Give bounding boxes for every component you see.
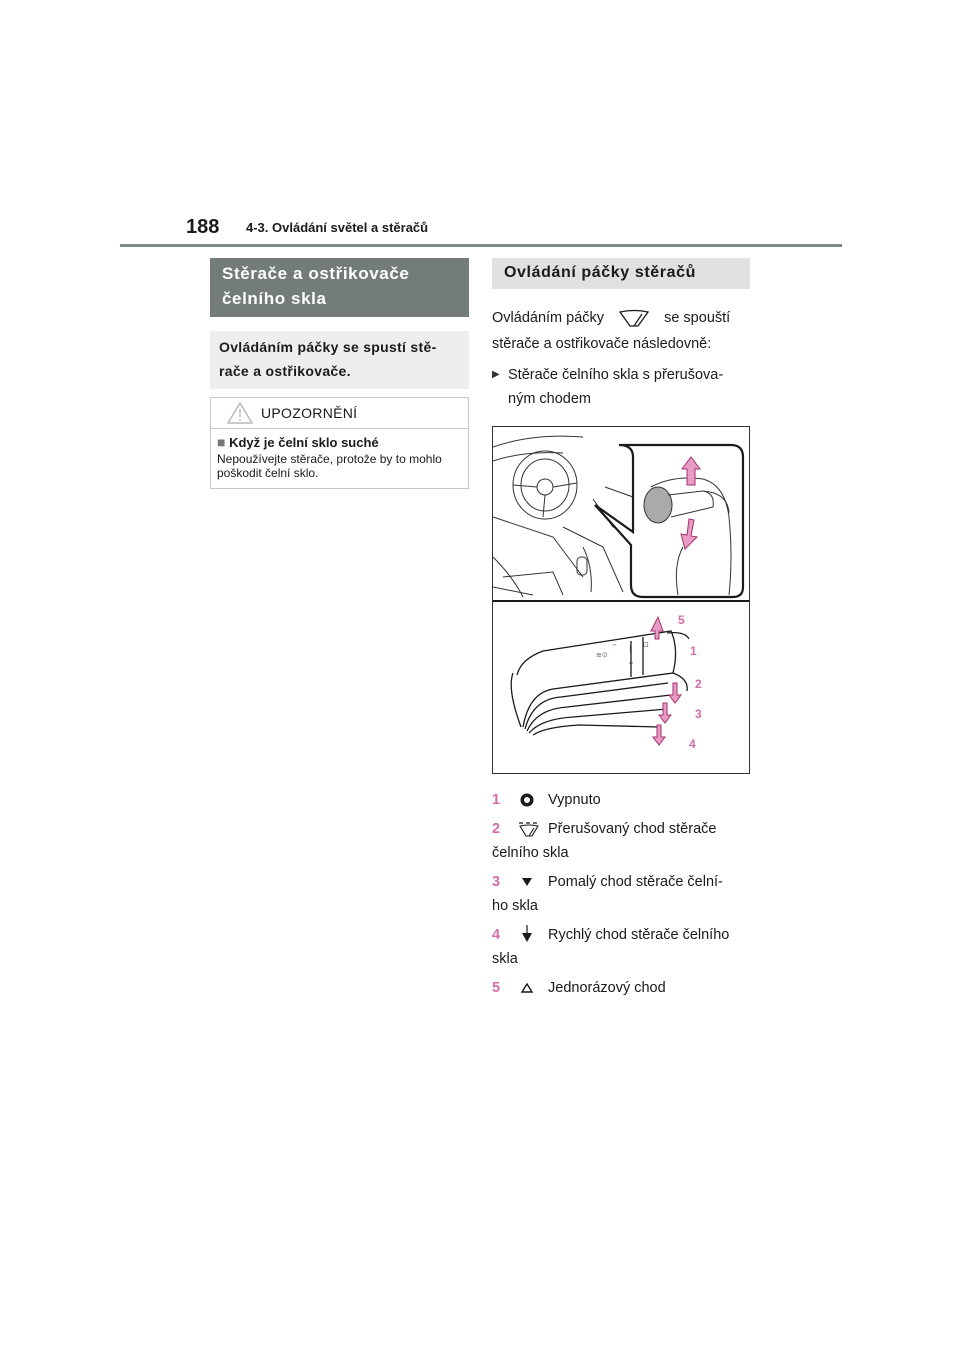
intro-part-a: Ovládáním páčky xyxy=(492,310,605,326)
list-item xyxy=(492,870,750,918)
item-text: Pomalý chod stěrače čelní- xyxy=(548,874,723,890)
item-text: Rychlý chod stěrače čelního xyxy=(548,927,730,943)
intermittent-wiper-icon xyxy=(518,821,540,837)
list-item xyxy=(492,817,750,865)
warning-text: Nepoužívejte stěrače, protože by to mohlo poškodit čelní sklo. xyxy=(217,452,442,480)
square-bullet-icon: ■ xyxy=(217,434,226,450)
header-rule xyxy=(120,244,842,247)
bullet-arrow-icon: ▶ xyxy=(492,369,500,380)
item-text: Přerušovaný chod stěrače xyxy=(548,821,717,837)
position-list xyxy=(492,788,750,1000)
bullet-intermittent xyxy=(492,363,750,411)
double-triangle-down-icon xyxy=(518,925,540,945)
figure-label-3: 3 xyxy=(695,707,702,721)
svg-text:⌔: ⌔ xyxy=(611,643,618,651)
single-triangle-down-icon xyxy=(518,874,540,890)
warning-header xyxy=(211,398,468,429)
figure-label-2: 2 xyxy=(695,677,702,691)
lever-down-arrow-2-icon xyxy=(659,703,671,723)
intro-part-b: se spouští stěrače a ostřikovače následovně: xyxy=(492,310,731,352)
item-text: Vypnuto xyxy=(548,792,601,808)
lead-text: Ovládáním páčky se spustí stě-rače a ostřikovače. xyxy=(210,331,469,389)
item-number: 5 xyxy=(492,980,501,996)
item-number: 4 xyxy=(492,927,501,943)
figure-label-5: 5 xyxy=(678,613,685,627)
section-heading-wipers: Stěrače a ostřikovače čelního skla xyxy=(210,258,469,317)
item-number: 2 xyxy=(492,821,501,837)
cockpit-illustration xyxy=(493,436,643,597)
item-text: Jednorázový chod xyxy=(548,980,666,996)
svg-text:⊡: ⊡ xyxy=(643,641,649,649)
item-number: 3 xyxy=(492,874,501,890)
figure-label-4: 4 xyxy=(689,737,696,751)
off-circle-icon xyxy=(518,792,540,808)
intro-text xyxy=(492,305,750,357)
section-title: 4-3. Ovládání světel a stěračů xyxy=(246,220,429,235)
item-text-continued: čelního skla xyxy=(492,845,569,861)
lever-down-arrow-3-icon xyxy=(653,725,665,745)
lever-down-arrow-1-icon xyxy=(669,683,681,703)
warning-subtitle-row xyxy=(217,433,462,452)
svg-text:|: | xyxy=(629,645,632,653)
svg-text:≡⊙: ≡⊙ xyxy=(596,651,608,659)
list-item xyxy=(492,976,750,1000)
mist-up-icon xyxy=(518,980,540,996)
item-text-continued: ho skla xyxy=(492,898,538,914)
zoom-callout-frame xyxy=(595,445,743,597)
warning-subtitle: Když je čelní sklo suché xyxy=(229,435,379,450)
section-heading-lever: Ovládání páčky stěračů xyxy=(492,258,750,289)
right-column xyxy=(492,258,750,1005)
bullet-text: Stěrače čelního skla s přerušova-ným chodem xyxy=(508,367,724,407)
warning-title: UPOZORNĚNÍ xyxy=(261,405,358,421)
warning-triangle-icon xyxy=(227,402,253,424)
figure-label-1: 1 xyxy=(690,644,697,658)
lever-markings xyxy=(596,641,649,665)
warning-box xyxy=(210,397,469,489)
item-number: 1 xyxy=(492,792,501,808)
front-wiper-icon xyxy=(616,308,652,328)
page-number: 188 xyxy=(186,216,220,238)
wiper-lever-figure xyxy=(492,426,750,774)
list-item xyxy=(492,788,750,812)
left-column xyxy=(210,258,469,489)
list-item xyxy=(492,923,750,971)
item-text-continued: skla xyxy=(492,951,518,967)
lever-up-arrow-icon xyxy=(651,617,663,639)
wiper-lever-illustration xyxy=(493,427,749,773)
